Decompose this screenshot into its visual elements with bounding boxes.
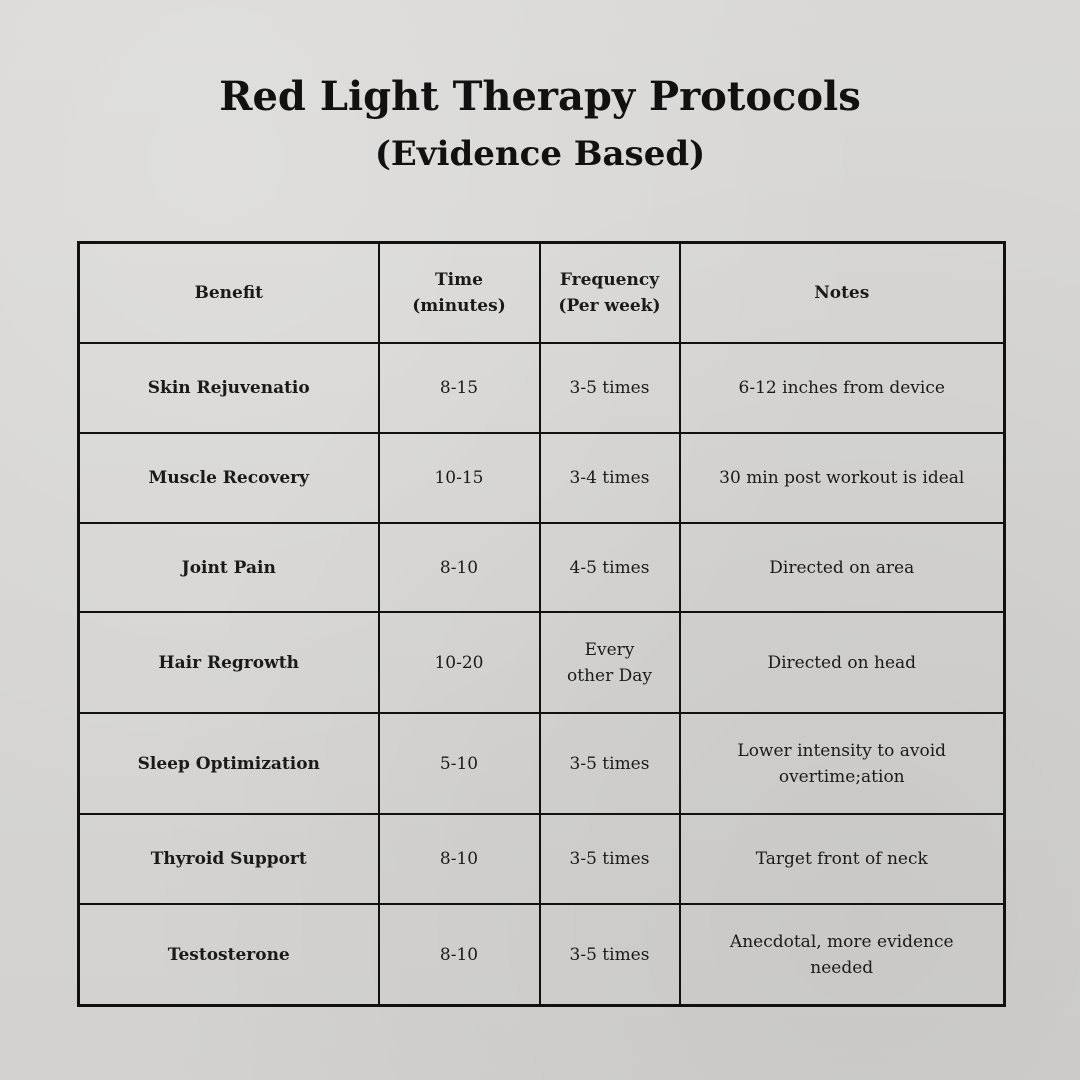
- page-title: Red Light Therapy Protocols: [219, 73, 861, 120]
- column-header-notes: [680, 243, 1005, 344]
- cell-notes: [680, 343, 1005, 433]
- cell-frequency-line: 3-4 times: [569, 467, 650, 488]
- protocols-table: [77, 241, 1006, 1007]
- cell-notes-line: 30 min post workout is ideal: [719, 467, 965, 488]
- cell-frequency: [540, 433, 680, 523]
- cell-frequency: [540, 523, 680, 613]
- cell-time: 5-10: [379, 713, 540, 814]
- column-header-time-line1: Time: [435, 270, 483, 290]
- cell-notes: [680, 433, 1005, 523]
- cell-time: 8-10: [379, 904, 540, 1005]
- cell-notes: [680, 713, 1005, 814]
- cell-benefit: Muscle Recovery: [79, 433, 379, 523]
- cell-frequency: [540, 713, 680, 814]
- cell-benefit: Sleep Optimization: [79, 713, 379, 814]
- cell-notes-line: 6-12 inches from device: [738, 377, 945, 398]
- table-row: [79, 814, 1005, 904]
- cell-time: 10-15: [379, 433, 540, 523]
- cell-frequency-line: 3-5 times: [569, 849, 650, 870]
- page-subtitle: (Evidence Based): [374, 134, 706, 174]
- column-header-frequency-line1: Frequency: [559, 270, 660, 290]
- cell-frequency-line: 3-5 times: [569, 753, 650, 774]
- cell-notes-line: Lower intensity to avoid: [737, 740, 947, 761]
- cell-frequency: [540, 814, 680, 904]
- cell-notes-line: Anecdotal, more evidence: [729, 931, 954, 952]
- cell-frequency-line: other Day: [567, 665, 652, 686]
- cell-notes-line: Directed on head: [767, 652, 917, 673]
- table-row: [79, 523, 1005, 613]
- table-row: [79, 904, 1005, 1005]
- cell-time: 8-15: [379, 343, 540, 433]
- cell-frequency: [540, 904, 680, 1005]
- cell-notes-line: Directed on area: [769, 557, 915, 578]
- table-row: [79, 713, 1005, 814]
- cell-frequency-line: 3-5 times: [569, 944, 650, 965]
- cell-frequency: [540, 612, 680, 713]
- column-header-notes-label: Notes: [814, 283, 870, 303]
- cell-notes-line: needed: [810, 957, 874, 978]
- cell-notes: [680, 814, 1005, 904]
- cell-notes: [680, 612, 1005, 713]
- table-row: [79, 343, 1005, 433]
- column-header-frequency: [540, 243, 680, 344]
- cell-time: 8-10: [379, 523, 540, 613]
- table-row: [79, 612, 1005, 713]
- cell-frequency-line: 4-5 times: [569, 557, 650, 578]
- cell-frequency-line: Every: [584, 639, 635, 660]
- column-header-time-line2: (minutes): [412, 296, 506, 316]
- column-header-time: [379, 243, 540, 344]
- table-header-row: [79, 243, 1005, 344]
- cell-benefit: Testosterone: [79, 904, 379, 1005]
- cell-benefit: Thyroid Support: [79, 814, 379, 904]
- column-header-frequency-line2: (Per week): [558, 296, 661, 316]
- cell-notes-line: overtime;ation: [778, 766, 905, 787]
- cell-frequency-line: 3-5 times: [569, 377, 650, 398]
- table-row: [79, 433, 1005, 523]
- cell-time: 10-20: [379, 612, 540, 713]
- cell-benefit: Joint Pain: [79, 523, 379, 613]
- cell-notes-line: Target front of neck: [755, 849, 928, 870]
- cell-benefit: Hair Regrowth: [79, 612, 379, 713]
- cell-notes: [680, 904, 1005, 1005]
- cell-time: 8-10: [379, 814, 540, 904]
- column-header-benefit: [79, 243, 379, 344]
- cell-benefit: Skin Rejuvenatio: [79, 343, 379, 433]
- cell-notes: [680, 523, 1005, 613]
- column-header-benefit-label: Benefit: [194, 283, 264, 303]
- cell-frequency: [540, 343, 680, 433]
